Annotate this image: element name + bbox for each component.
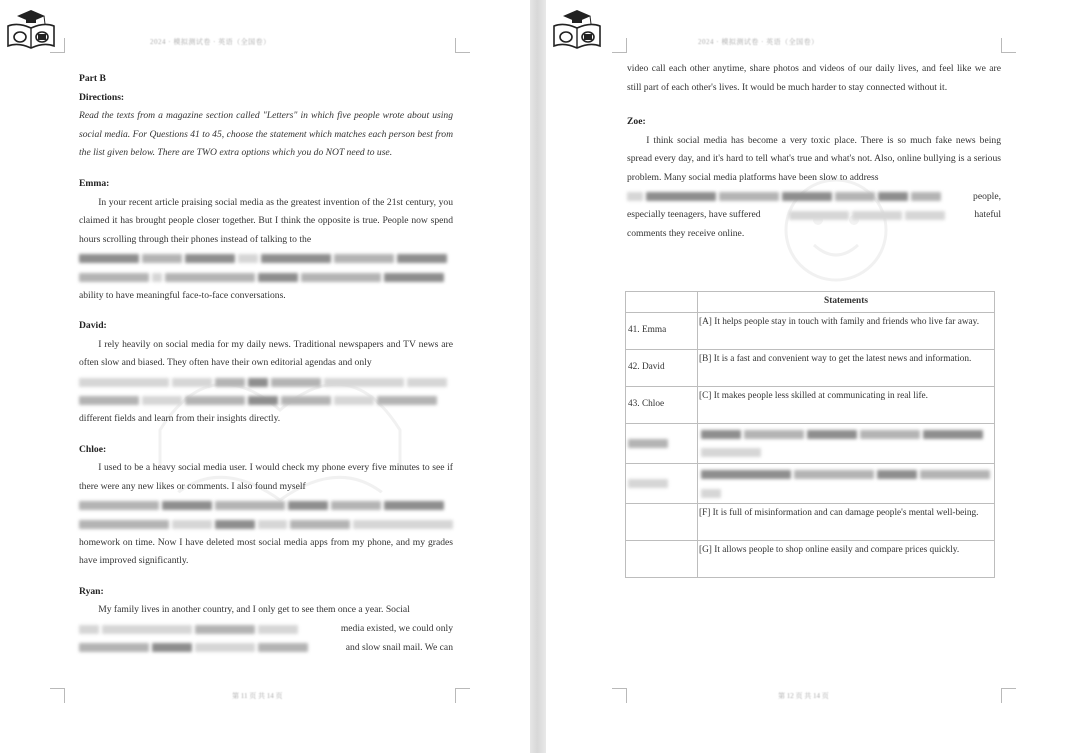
letter-author-chloe: Chloe: — [79, 443, 107, 455]
letter-text-zoe-end: comments they receive online. — [627, 227, 745, 239]
table-row — [626, 313, 995, 350]
crop-mark — [455, 38, 470, 53]
part-title: Part B — [79, 73, 106, 84]
statement-cell: [C] It makes people less skilled at communicating in real life. — [698, 387, 995, 424]
person-cell: 42. David — [626, 350, 698, 387]
school-logo-icon — [4, 8, 58, 52]
table-header-empty — [626, 292, 698, 313]
redacted-line — [79, 515, 453, 534]
right-page-content — [627, 60, 1001, 243]
table-row — [626, 541, 995, 578]
statement-cell: [B] It is a fast and convenient way to get the latest news and information. — [698, 350, 995, 387]
page-header-text: 2024 · 模拟测试卷 · 英语（全国卷） — [150, 38, 271, 46]
letter-author-david: David: — [79, 320, 107, 332]
person-cell: 41. Emma — [626, 313, 698, 350]
letter-text-chloe-end: homework on time. Now I have deleted most social media apps from my phone, and my grades have improved significantly. — [79, 536, 453, 567]
redacted-line — [79, 268, 453, 287]
document-page-left — [0, 0, 530, 753]
crop-mark — [612, 38, 627, 53]
redacted-line — [79, 639, 453, 658]
person-cell-redacted — [626, 424, 698, 464]
letter-author-ryan: Ryan: — [79, 585, 104, 597]
statements-table — [625, 291, 995, 578]
redacted-line — [627, 188, 1001, 207]
page-footer-text: 第 11 页 共 14 页 — [232, 692, 283, 700]
letter-text-ryan-end: video call each other anytime, share photos and videos of our daily lives, and feel like we are still part of each other's lives. It would be much harder to stay connected without it. — [627, 63, 1001, 93]
letter-author-zoe: Zoe: — [627, 116, 646, 128]
person-cell — [626, 541, 698, 578]
statement-cell: [F] It is full of misinformation and can damage people's mental well-being. — [698, 504, 995, 541]
statement-cell: [A] It helps people stay in touch with family and friends who live far away. — [698, 313, 995, 350]
letter-fragment: media existed, we could only — [340, 623, 453, 635]
page-footer-text: 第 12 页 共 14 页 — [778, 692, 829, 700]
table-row — [626, 350, 995, 387]
letter-text-emma: In your recent article praising social media as the greatest invention of the 21st century, you claimed it has brought people closer together. But I think the opposite is true. People now spend hours scrolling through their phones instead of talking to the — [79, 196, 453, 245]
directions-text: Read the texts from a magazine section called "Letters" in which five people wrote about using social media. For Questions 41 to 45, choose the statement which matches each person best from the list given below. There are TWO extra options which you do NOT need to use. — [79, 110, 453, 159]
letter-text-david: I rely heavily on social media for my daily news. Traditional newspapers and TV news are often slow and biased. They often have their own editorial agendas and only — [79, 338, 453, 369]
table-row — [626, 387, 995, 424]
table-row — [626, 504, 995, 541]
page-header-text: 2024 · 模拟测试卷 · 英语（全国卷） — [698, 38, 819, 46]
person-cell — [626, 504, 698, 541]
letter-author-emma: Emma: — [79, 177, 110, 189]
school-logo-icon — [550, 8, 604, 52]
crop-mark — [50, 688, 65, 703]
redacted-line — [79, 496, 453, 515]
crop-mark — [455, 688, 470, 703]
person-cell: 43. Chloe — [626, 387, 698, 424]
letter-text-david-end: different fields and learn from their insights directly. — [79, 413, 281, 425]
redacted-line — [627, 206, 1001, 225]
crop-mark — [1001, 688, 1016, 703]
letter-text-zoe: I think social media has become a very toxic place. There is so much fake news being spread every day, and it's hard to tell what's true and what's not. Also, online bullying is a serious problem. Many social media platforms have been slow to address — [627, 134, 1001, 183]
statement-cell: [G] It allows people to shop online easily and compare prices quickly. — [698, 541, 995, 578]
page-gutter — [530, 0, 546, 753]
redacted-line — [79, 392, 453, 411]
letter-text-chloe: I used to be a heavy social media user. I would check my phone every five minutes to see if there were any new likes or comments. I also found myself — [79, 462, 453, 492]
table-header: Statements — [698, 292, 995, 313]
directions-label: Directions: — [79, 91, 125, 103]
redacted-line — [79, 620, 453, 639]
statement-cell-redacted — [698, 424, 995, 464]
letter-text-ryan: My family lives in another country, and I only get to see them once a year. Social — [98, 604, 410, 616]
crop-mark — [612, 688, 627, 703]
letter-fragment: and slow snail mail. We can — [345, 641, 453, 653]
letter-fragment: especially teenagers, have suffered — [627, 209, 761, 221]
table-row — [626, 464, 995, 504]
statement-cell-redacted — [698, 464, 995, 504]
left-page-content — [79, 70, 453, 657]
letter-fragment: people, — [973, 190, 1001, 202]
crop-mark — [1001, 38, 1016, 53]
table-row — [626, 424, 995, 464]
redacted-line — [79, 249, 453, 268]
redacted-line — [79, 373, 453, 392]
letter-fragment: hateful — [974, 209, 1001, 221]
letter-text-emma-end: ability to have meaningful face-to-face conversations. — [79, 289, 286, 301]
person-cell-redacted — [626, 464, 698, 504]
